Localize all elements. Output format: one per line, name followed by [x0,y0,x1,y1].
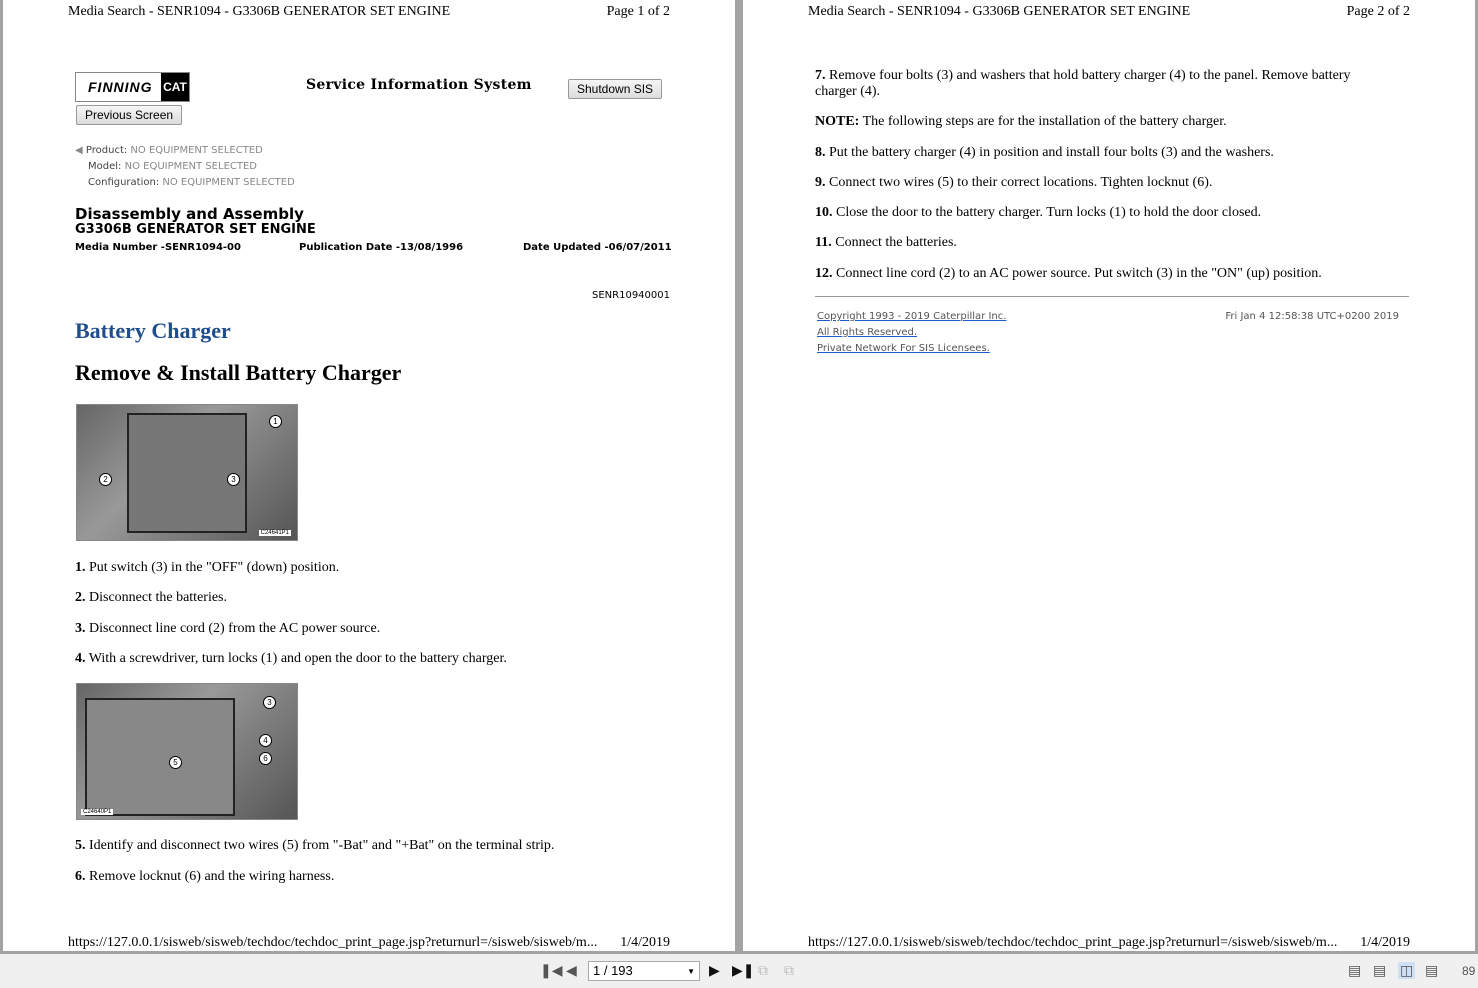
rights-link[interactable]: All Rights Reserved. [817,327,918,338]
timestamp: Fri Jan 4 12:58:38 UTC+0200 2019 [1225,311,1399,322]
step-item [815,175,1212,191]
step-number: 8. [815,145,826,160]
page-number: Page 1 of 2 [606,4,670,19]
step-number: 10. [815,205,833,220]
step-item [75,869,334,885]
rotate-icon[interactable]: ⧉ [758,962,768,978]
step-item [815,84,880,100]
header-title: Media Search - SENR1094 - G3306B GENERATOR SET ENGINE [68,4,451,19]
step-text: Disconnect line cord (2) from the AC power source. [85,621,381,636]
step-item [815,235,957,251]
step-number: 7. [815,68,826,83]
step-text: With a screwdriver, turn locks (1) and open the door to the battery charger. [85,651,507,666]
pdf-toolbar [0,954,1478,988]
step-text: Identify and disconnect two wires (5) from "-Bat" and "+Bat" on the terminal strip. [85,838,555,853]
callout: 3 [227,473,240,486]
callout: 3 [263,696,276,709]
step-item [815,114,1227,130]
single-page-icon[interactable]: ▤ [1348,962,1362,978]
continuous-icon[interactable]: ▤ [1373,962,1387,978]
product-value: NO EQUIPMENT SELECTED [130,145,263,156]
page-value: 1 / 193 [593,963,633,978]
step-item [75,621,380,637]
sis-title: Service Information System [306,77,532,93]
pdf-page-1 [3,0,735,951]
footer-date: 1/4/2019 [1360,935,1410,950]
divider [815,296,1409,297]
finning-cat-logo [75,72,190,102]
header-title: Media Search - SENR1094 - G3306B GENERATOR SET ENGINE [808,4,1191,19]
model-label: Model: [88,161,122,172]
callout: 6 [259,752,272,765]
step-item [75,560,339,576]
footer-url: https://127.0.0.1/sisweb/sisweb/techdoc/techdoc_print_page.jsp?returnurl=/sisweb/sisweb/m... [68,935,598,950]
page-header [68,4,670,20]
dropdown-icon[interactable]: ▼ [687,967,695,976]
doc-engine: G3306B GENERATOR SET ENGINE [75,222,316,237]
figure-caption: C24640P1 [83,809,112,815]
callout: 4 [259,734,272,747]
date-updated: Date Updated -06/07/2011 [523,242,672,253]
step-text: Disconnect the batteries. [85,590,228,605]
step-number: 2. [75,590,86,605]
product-row [75,145,263,156]
step-text: Connect the batteries. [831,235,957,250]
step-item [815,145,1274,161]
step-number: NOTE: [815,114,860,129]
step-number: 11. [815,235,832,250]
config-row [88,177,295,188]
step-number: 9. [815,175,826,190]
first-page-icon[interactable]: ❚◀ [540,962,563,978]
footer-url: https://127.0.0.1/sisweb/sisweb/techdoc/techdoc_print_page.jsp?returnurl=/sisweb/sisweb/m... [808,935,1338,950]
two-page-continuous-icon[interactable]: ▤ [1425,962,1439,978]
model-value: NO EQUIPMENT SELECTED [124,161,257,172]
shutdown-sis-button[interactable]: Shutdown SIS [568,79,662,99]
step-item [815,205,1261,221]
step-item [75,838,554,854]
figure-caption: C24641P1 [260,530,289,536]
procedure-title: Remove & Install Battery Charger [75,360,402,385]
next-page-icon[interactable]: ▶ [709,962,720,978]
zoom-level[interactable]: 89 [1462,964,1476,978]
publication-date: Publication Date -13/08/1996 [299,242,464,253]
callout: 1 [269,415,282,428]
step-number: 4. [75,651,86,666]
config-value: NO EQUIPMENT SELECTED [162,177,295,188]
previous-page-icon[interactable]: ◀ [566,962,577,978]
config-label: Configuration: [88,177,160,188]
media-number: Media Number -SENR1094-00 [75,242,241,253]
figure-charger-open [76,683,298,820]
product-label: Product: [85,145,128,156]
section-title: Battery Charger [75,318,231,343]
step-item [75,590,227,606]
step-text: charger (4). [815,84,881,99]
logo-text: FINNING [88,79,153,95]
step-number: 12. [815,266,833,281]
step-text: Remove locknut (6) and the wiring harness. [85,869,335,884]
figure-battery-charger [76,404,298,541]
network-link[interactable]: Private Network For SIS Licensees. [817,343,990,354]
footer-date: 1/4/2019 [620,935,670,950]
step-number: 1. [75,560,86,575]
step-number: 5. [75,838,86,853]
step-item [815,266,1322,282]
collapse-icon[interactable]: ◀ [75,145,83,156]
page-number: Page 2 of 2 [1346,4,1410,19]
cat-logo: CAT [161,73,189,101]
callout: 2 [99,473,112,486]
step-text: Remove four bolts (3) and washers that hold battery charger (4) to the panel. Remove battery [825,68,1351,83]
page-header [808,4,1410,20]
step-text: The following steps are for the installation of the battery charger. [859,114,1227,129]
step-text: Close the door to the battery charger. Turn locks (1) to hold the door closed. [832,205,1262,220]
pdf-page-2 [743,0,1475,951]
step-text: Put switch (3) in the "OFF" (down) position. [85,560,340,575]
page-footer [808,935,1410,951]
page-footer [68,935,670,951]
page-number-input[interactable] [588,961,700,981]
step-number: 3. [75,621,86,636]
previous-screen-button[interactable]: Previous Screen [76,105,182,125]
copy-icon[interactable]: ⧉ [784,962,794,978]
copyright-link[interactable]: Copyright 1993 - 2019 Caterpillar Inc. [817,311,1007,322]
step-text: Put the battery charger (4) in position and install four bolts (3) and the washers. [825,145,1274,160]
callout: 5 [169,756,182,769]
step-text: Connect two wires (5) to their correct locations. Tighten locknut (6). [825,175,1213,190]
doc-id: SENR10940001 [592,290,670,301]
two-page-icon[interactable]: ◫ [1400,962,1414,978]
step-item [75,651,507,667]
step-text: Connect line cord (2) to an AC power source. Put switch (3) in the "ON" (up) position. [832,266,1322,281]
step-item [815,68,1350,84]
doc-type: Disassembly and Assembly [75,205,304,223]
step-number: 6. [75,869,86,884]
model-row [88,161,257,172]
last-page-icon[interactable]: ▶❚ [732,962,755,978]
